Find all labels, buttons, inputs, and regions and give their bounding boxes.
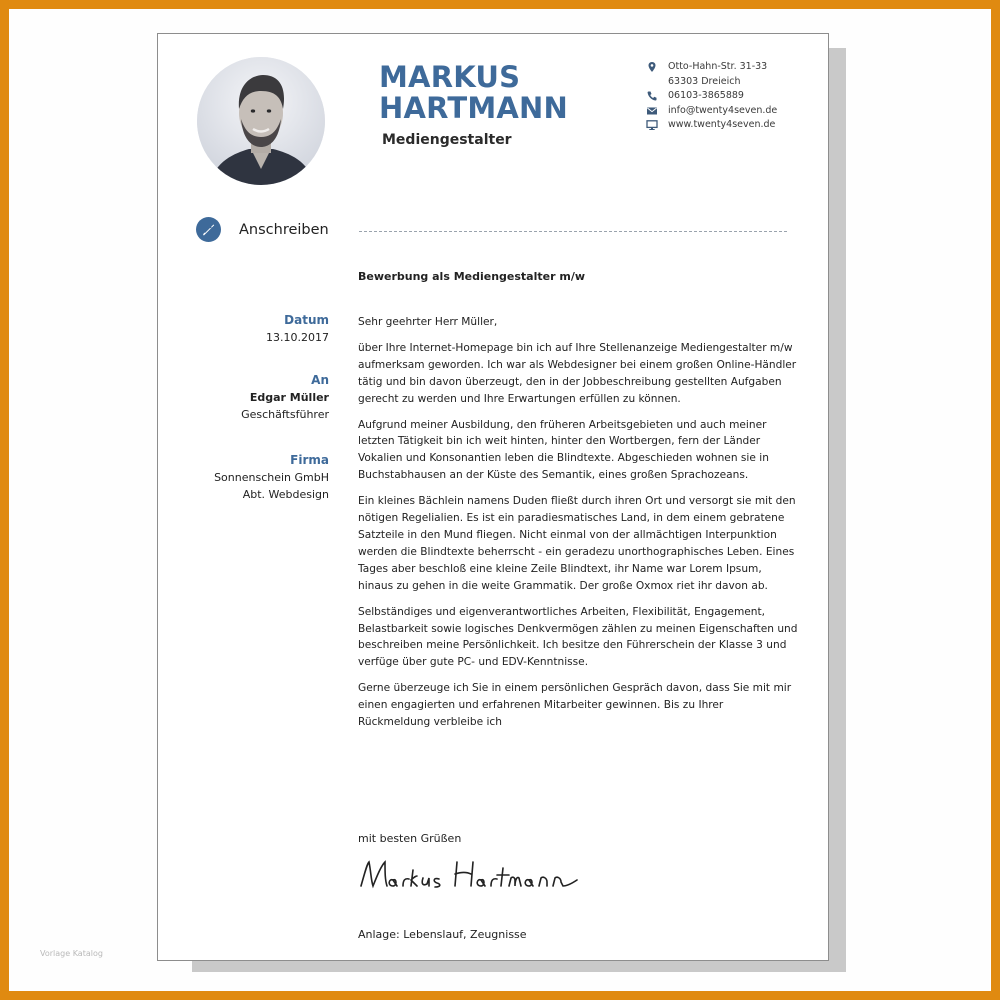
contact-website-url[interactable]: www.twenty4seven.de: [668, 119, 776, 130]
recipient-name: Edgar Müller: [249, 391, 329, 404]
job-title: Mediengestalter: [382, 132, 512, 148]
name-last: HARTMANN: [379, 91, 568, 125]
monitor-icon: [646, 119, 658, 131]
contact-phone-number: 06103-3865889: [668, 90, 744, 101]
paragraph-3: Ein kleines Bächlein namens Duden fließt durch ihren Ort und versorgt sie mit den nötigen Regelialien. Es ist ein paradiesmatisches Land, in dem einem gebratene Satzteile in den Mund fliegen. Nicht einmal von der allmächtigen Interpunktion werden die Blindtexte beherrscht - ein geradezu unorthographisches Leben. Eines Tages aber beschloß eine kleine Zeile Blindtext, ihr Name war Lorem Ipsum, hinaus zu gehen in die weite Grammatik. Der große Oxmox riet ihr davon ab.: [358, 495, 796, 592]
location-pin-icon: [646, 61, 658, 73]
section-divider: [359, 231, 787, 232]
date-label: Datum: [284, 313, 329, 327]
recipient-label: An: [311, 373, 329, 387]
contact-street: Otto-Hahn-Str. 31-33: [668, 61, 768, 72]
sidebar-recipient: [241, 372, 329, 423]
paragraph-2: Aufgrund meiner Ausbildung, den früheren Arbeitsgebieten und auch meiner letzten Tätigkeit bin ich weit hinten, hinter den Wortbergen, fern der Länder Vokalien und Konsonantien leben die Blindtexte. Abgeschieden wohnen sie in Buchstabhausen an der Küste des Semantik, eines großen Sprachozeans.: [358, 418, 769, 482]
attachments: Anlage: Lebenslauf, Zeugnisse: [358, 928, 527, 941]
phone-icon: [646, 90, 658, 102]
profile-photo: [197, 57, 325, 185]
paragraph-5: Gerne überzeuge ich Sie in einem persönlichen Gespräch davon, dass Sie mit mir einen engagierten und erfahrenen Mitarbeiter gewinnen. Bis zu Ihrer Rückmeldung verbleibe ich: [358, 682, 792, 729]
contact-city: 63303 Dreieich: [668, 75, 741, 87]
company-name: Sonnenschein GmbH: [214, 471, 329, 484]
date-value: 13.10.2017: [266, 331, 329, 344]
sidebar-company: [214, 452, 329, 503]
salutation: Sehr geehrter Herr Müller,: [358, 316, 498, 328]
sidebar-date: [266, 312, 329, 346]
company-department: Abt. Webdesign: [242, 488, 329, 501]
company-label: Firma: [290, 453, 329, 467]
handwritten-signature: [357, 852, 587, 900]
contact-email-address[interactable]: info@twenty4seven.de: [668, 104, 778, 116]
email-icon: [646, 105, 658, 117]
closing: mit besten Grüßen: [358, 832, 462, 845]
section-title: Anschreiben: [239, 222, 329, 238]
name-first: MARKUS: [379, 60, 521, 94]
letter-page: [157, 33, 829, 961]
letter-body: [358, 314, 798, 740]
watermark: Vorlage Katalog: [40, 949, 103, 958]
recipient-role: Geschäftsführer: [241, 408, 329, 421]
paragraph-4: Selbständiges und eigenverantwortliches Arbeiten, Flexibilität, Engagement, Belastbarkeit sowie logisches Denkvermögen zählen zu meinen Eigenschaften und beschreiben meine Persönlichkeit. Ich besitze den Führerschein der Klasse 3 und verfüge über gute PC- und EDV-Kenntnisse.: [358, 605, 798, 669]
applicant-name: [379, 62, 568, 124]
pen-nib-icon: [196, 217, 221, 242]
paragraph-1: über Ihre Internet-Homepage bin ich auf Ihre Stellenanzeige Mediengestalter m/w aufmerksam geworden. Ich war als Webdesigner bei einem großen Online-Händler tätig und bin davon überzeugt, den in der Jobbeschreibung gestellten Aufgaben gerecht zu werden und Ihre Erwartungen erfüllen zu können.: [358, 341, 797, 405]
letter-subject: Bewerbung als Mediengestalter m/w: [358, 270, 585, 283]
